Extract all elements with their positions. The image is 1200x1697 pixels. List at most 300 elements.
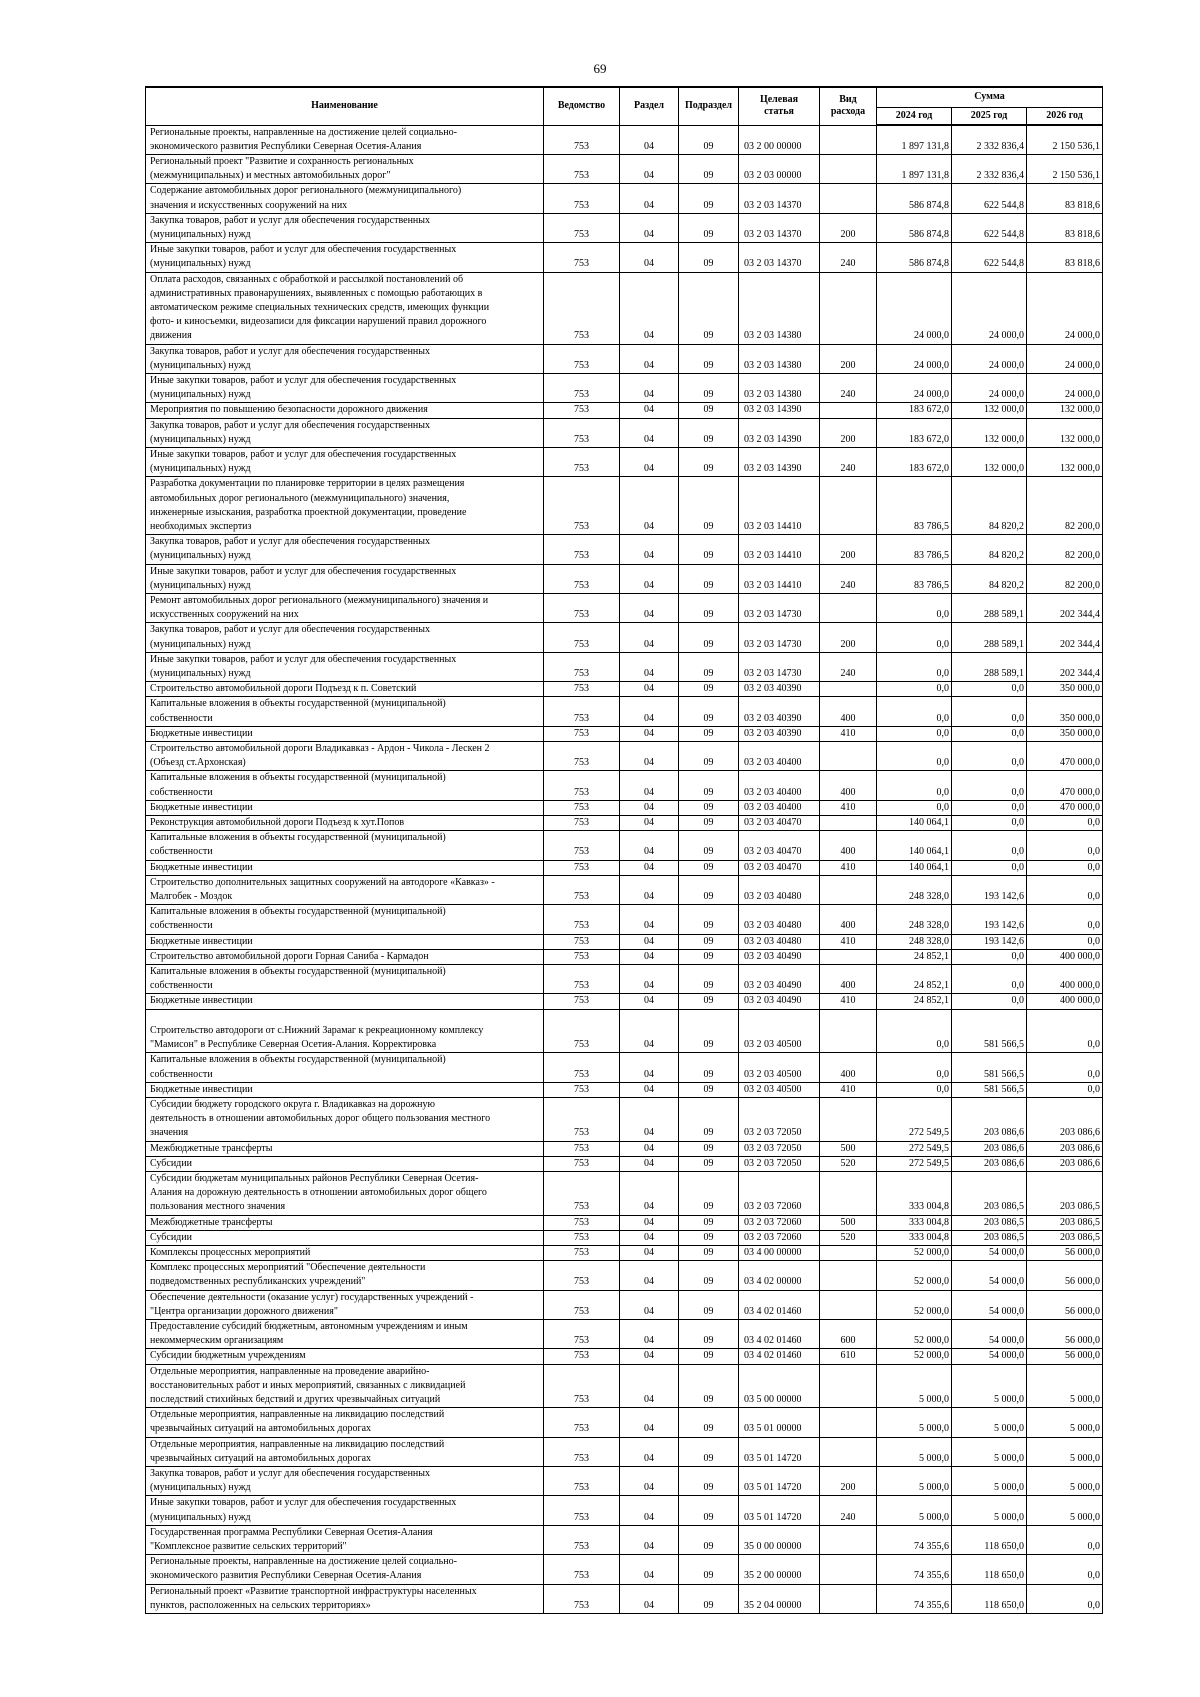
row-name-line: (муниципальных) нужд [150, 258, 251, 270]
row-name [146, 1555, 544, 1584]
row-expense-type: 400 [820, 697, 877, 726]
row-sum-2026: 400 000,0 [1027, 965, 1103, 994]
row-dept: 753 [544, 125, 620, 154]
row-sum-2025: 288 589,1 [952, 652, 1027, 681]
row-sum-2026: 470 000,0 [1027, 800, 1103, 815]
row-section: 04 [620, 1408, 679, 1437]
row-subsection: 09 [679, 1215, 739, 1230]
row-subsection: 09 [679, 1496, 739, 1525]
row-name-line: Региональные проекты, направленные на достижение целей социально- [150, 126, 457, 138]
row-expense-type: 500 [820, 1215, 877, 1230]
row-target-code: 03 2 03 72050 [739, 1156, 820, 1171]
row-subsection: 09 [679, 726, 739, 741]
row-sum-2026: 0,0 [1027, 1082, 1103, 1097]
row-name [146, 1053, 544, 1082]
row-name [146, 1215, 544, 1230]
row-section: 04 [620, 1525, 679, 1554]
row-dept: 753 [544, 447, 620, 476]
table-row [146, 1009, 1103, 1053]
header-dept: Ведомство [544, 87, 620, 125]
row-name-line: Содержание автомобильных дорог регионального (межмуниципального) [150, 185, 462, 197]
row-subsection: 09 [679, 1245, 739, 1260]
row-dept: 753 [544, 1290, 620, 1319]
table-row [146, 697, 1103, 726]
row-sum-2024: 0,0 [877, 1009, 952, 1053]
row-expense-type [820, 682, 877, 697]
row-name-line: Субсидии [150, 1157, 192, 1169]
row-dept: 753 [544, 373, 620, 402]
row-target-code: 03 2 03 14730 [739, 652, 820, 681]
row-name-line: Иные закупки товаров, работ и услуг для обеспечения государственных [150, 448, 457, 460]
row-expense-type: 240 [820, 447, 877, 476]
row-section: 04 [620, 184, 679, 213]
row-name-line: экономического развития Республики Северная Осетия-Алания [150, 1570, 422, 1582]
row-target-code: 03 2 03 40490 [739, 949, 820, 964]
row-name [146, 418, 544, 447]
page-number: 69 [593, 61, 607, 76]
row-name [146, 1261, 544, 1290]
row-subsection: 09 [679, 1555, 739, 1584]
table-row [146, 860, 1103, 875]
row-target-code: 03 2 03 14730 [739, 594, 820, 623]
row-dept: 753 [544, 1466, 620, 1495]
row-subsection: 09 [679, 243, 739, 272]
row-dept: 753 [544, 184, 620, 213]
row-section: 04 [620, 243, 679, 272]
row-dept: 753 [544, 905, 620, 934]
row-name-line: Капитальные вложения в объекты государственной (муниципальной) [150, 966, 446, 978]
row-sum-2025: 132 000,0 [952, 403, 1027, 418]
row-subsection: 09 [679, 905, 739, 934]
row-name [146, 403, 544, 418]
row-section: 04 [620, 1053, 679, 1082]
row-subsection: 09 [679, 816, 739, 831]
row-sum-2024: 52 000,0 [877, 1245, 952, 1260]
row-sum-2025: 24 000,0 [952, 373, 1027, 402]
row-sum-2025: 5 000,0 [952, 1466, 1027, 1495]
row-name [146, 125, 544, 154]
row-sum-2025: 288 589,1 [952, 594, 1027, 623]
row-name [146, 447, 544, 476]
row-name [146, 652, 544, 681]
row-dept: 753 [544, 564, 620, 593]
row-name [146, 477, 544, 535]
table-row [146, 403, 1103, 418]
row-section: 04 [620, 875, 679, 904]
row-dept: 753 [544, 1261, 620, 1290]
table-row [146, 1097, 1103, 1141]
row-sum-2025: 203 086,5 [952, 1171, 1027, 1215]
row-name [146, 682, 544, 697]
row-section: 04 [620, 1261, 679, 1290]
row-expense-type: 410 [820, 994, 877, 1009]
row-sum-2026: 203 086,5 [1027, 1215, 1103, 1230]
header-type-line1: Вид [839, 94, 857, 106]
row-dept: 753 [544, 831, 620, 860]
row-name [146, 184, 544, 213]
row-sum-2024: 333 004,8 [877, 1171, 952, 1215]
row-sum-2024: 24 000,0 [877, 373, 952, 402]
row-name-line: инженерные изыскания, разработка проектной документации, проведение [150, 506, 467, 518]
row-sum-2026: 0,0 [1027, 816, 1103, 831]
row-subsection: 09 [679, 875, 739, 904]
row-name-line: Оплата расходов, связанных с обработкой и рассылкой постановлений об [150, 273, 464, 285]
header-sum: Сумма [877, 87, 1103, 107]
table-row [146, 831, 1103, 860]
row-target-code: 03 2 03 72060 [739, 1171, 820, 1215]
row-expense-type [820, 477, 877, 535]
row-sum-2024: 1 897 131,8 [877, 125, 952, 154]
row-subsection: 09 [679, 1171, 739, 1215]
row-name-line: Региональный проект "Развитие и сохранность региональных [150, 155, 414, 167]
row-name-line: Иные закупки товаров, работ и услуг для обеспечения государственных [150, 565, 457, 577]
row-sum-2026: 56 000,0 [1027, 1261, 1103, 1290]
row-dept: 753 [544, 1156, 620, 1171]
row-name-line: необходимых экспертиз [150, 520, 252, 532]
row-name-line [150, 1010, 541, 1024]
row-expense-type [820, 184, 877, 213]
table-row [146, 816, 1103, 831]
row-subsection: 09 [679, 742, 739, 771]
row-sum-2026: 2 150 536,1 [1027, 125, 1103, 154]
row-sum-2024: 74 355,6 [877, 1584, 952, 1613]
row-subsection: 09 [679, 1525, 739, 1554]
row-section: 04 [620, 594, 679, 623]
row-target-code: 03 5 01 14720 [739, 1496, 820, 1525]
row-section: 04 [620, 682, 679, 697]
row-sum-2026: 56 000,0 [1027, 1319, 1103, 1348]
row-subsection: 09 [679, 994, 739, 1009]
row-sum-2025: 203 086,6 [952, 1156, 1027, 1171]
header-year-2025: 2025 год [952, 107, 1027, 125]
table-row [146, 184, 1103, 213]
row-name-line: подведомственных республиканских учреждений" [150, 1276, 366, 1288]
table-row [146, 905, 1103, 934]
table-row [146, 243, 1103, 272]
row-sum-2025: 5 000,0 [952, 1437, 1027, 1466]
row-dept: 753 [544, 652, 620, 681]
table-row [146, 682, 1103, 697]
row-target-code: 03 2 03 40480 [739, 934, 820, 949]
row-name-line: Субсидии бюджетам муниципальных районов Республики Северная Осетия- [150, 1172, 479, 1184]
row-name-line: Предоставление субсидий бюджетным, автономным учреждениям и иным [150, 1320, 468, 1332]
row-sum-2024: 272 549,5 [877, 1156, 952, 1171]
table-row [146, 994, 1103, 1009]
row-sum-2025: 24 000,0 [952, 272, 1027, 344]
row-dept: 753 [544, 213, 620, 242]
row-name-line: собственности [150, 712, 213, 724]
row-sum-2026: 0,0 [1027, 1584, 1103, 1613]
table-row [146, 934, 1103, 949]
row-target-code: 03 2 03 14370 [739, 213, 820, 242]
row-section: 04 [620, 771, 679, 800]
row-section: 04 [620, 816, 679, 831]
row-section: 04 [620, 535, 679, 564]
row-name [146, 965, 544, 994]
table-row [146, 213, 1103, 242]
row-dept: 753 [544, 623, 620, 652]
row-dept: 753 [544, 860, 620, 875]
row-target-code: 03 2 03 14730 [739, 623, 820, 652]
row-sum-2024: 24 852,1 [877, 949, 952, 964]
row-dept: 753 [544, 1230, 620, 1245]
row-sum-2026: 400 000,0 [1027, 949, 1103, 964]
row-subsection: 09 [679, 934, 739, 949]
row-sum-2025: 0,0 [952, 697, 1027, 726]
row-section: 04 [620, 860, 679, 875]
row-name [146, 1156, 544, 1171]
row-sum-2025: 622 544,8 [952, 184, 1027, 213]
row-dept: 753 [544, 1319, 620, 1348]
row-expense-type [820, 742, 877, 771]
row-name-line: Отдельные мероприятия, направленные на ликвидацию последствий [150, 1438, 445, 1450]
row-sum-2025: 84 820,2 [952, 535, 1027, 564]
row-subsection: 09 [679, 1261, 739, 1290]
row-sum-2024: 74 355,6 [877, 1555, 952, 1584]
table-body [146, 125, 1103, 1614]
row-target-code: 03 2 03 14390 [739, 403, 820, 418]
row-dept: 753 [544, 243, 620, 272]
row-section: 04 [620, 125, 679, 154]
row-sum-2024: 83 786,5 [877, 477, 952, 535]
row-target-code: 03 2 03 14410 [739, 535, 820, 564]
row-name-line: собственности [150, 1068, 213, 1080]
row-expense-type: 400 [820, 965, 877, 994]
row-dept: 753 [544, 949, 620, 964]
row-sum-2024: 0,0 [877, 726, 952, 741]
table-row [146, 1525, 1103, 1554]
row-name-line: (муниципальных) нужд [150, 579, 251, 591]
row-sum-2024: 24 000,0 [877, 272, 952, 344]
row-subsection: 09 [679, 860, 739, 875]
row-subsection: 09 [679, 184, 739, 213]
row-section: 04 [620, 1009, 679, 1053]
row-sum-2025: 84 820,2 [952, 564, 1027, 593]
row-name-line: значения [150, 1127, 189, 1139]
row-expense-type: 410 [820, 726, 877, 741]
table-row [146, 418, 1103, 447]
row-name-line: Строительство дополнительных защитных сооружений на автодороге «Кавказ» - [150, 876, 495, 888]
row-sum-2026: 202 344,4 [1027, 652, 1103, 681]
row-dept: 753 [544, 403, 620, 418]
row-name-line: (муниципальных) нужд [150, 433, 251, 445]
row-expense-type [820, 1408, 877, 1437]
header-subsection: Подраздел [679, 87, 739, 125]
row-name [146, 1230, 544, 1245]
row-target-code: 03 2 03 40400 [739, 800, 820, 815]
row-sum-2025: 288 589,1 [952, 623, 1027, 652]
table-row [146, 373, 1103, 402]
row-sum-2026: 83 818,6 [1027, 213, 1103, 242]
row-sum-2025: 84 820,2 [952, 477, 1027, 535]
row-expense-type [820, 1437, 877, 1466]
row-section: 04 [620, 1496, 679, 1525]
row-sum-2025: 132 000,0 [952, 418, 1027, 447]
row-dept: 753 [544, 477, 620, 535]
row-expense-type: 610 [820, 1349, 877, 1364]
row-dept: 753 [544, 994, 620, 1009]
row-sum-2024: 0,0 [877, 682, 952, 697]
row-name [146, 1245, 544, 1260]
row-name [146, 272, 544, 344]
row-name-line: (муниципальных) нужд [150, 389, 251, 401]
table-row [146, 1215, 1103, 1230]
table-row [146, 726, 1103, 741]
row-expense-type: 400 [820, 1053, 877, 1082]
row-name-line: Региональный проект «Развитие транспортной инфраструктуры населенных [150, 1585, 477, 1597]
row-sum-2026: 56 000,0 [1027, 1349, 1103, 1364]
row-name-line: собственности [150, 786, 213, 798]
row-target-code: 03 2 03 72060 [739, 1215, 820, 1230]
row-sum-2024: 248 328,0 [877, 875, 952, 904]
row-section: 04 [620, 1290, 679, 1319]
row-sum-2026: 0,0 [1027, 1053, 1103, 1082]
row-expense-type: 200 [820, 344, 877, 373]
row-expense-type: 500 [820, 1141, 877, 1156]
row-target-code: 03 2 03 40490 [739, 965, 820, 994]
row-sum-2026: 5 000,0 [1027, 1466, 1103, 1495]
row-name-line: Бюджетные инвестиции [150, 727, 253, 739]
row-subsection: 09 [679, 125, 739, 154]
row-name [146, 1525, 544, 1554]
table-row [146, 652, 1103, 681]
table-row [146, 1496, 1103, 1525]
row-name-line: Государственная программа Республики Северная Осетия-Алания [150, 1526, 433, 1538]
row-sum-2026: 82 200,0 [1027, 564, 1103, 593]
row-sum-2024: 24 000,0 [877, 344, 952, 373]
row-subsection: 09 [679, 272, 739, 344]
row-subsection: 09 [679, 697, 739, 726]
row-dept: 753 [544, 154, 620, 183]
row-name [146, 860, 544, 875]
row-target-code: 35 2 04 00000 [739, 1584, 820, 1613]
row-sum-2026: 5 000,0 [1027, 1437, 1103, 1466]
row-dept: 753 [544, 1555, 620, 1584]
row-expense-type: 240 [820, 564, 877, 593]
row-name [146, 697, 544, 726]
row-expense-type: 200 [820, 623, 877, 652]
row-name-line: Закупка товаров, работ и услуг для обеспечения государственных [150, 419, 431, 431]
row-sum-2026: 24 000,0 [1027, 344, 1103, 373]
row-sum-2026: 0,0 [1027, 1555, 1103, 1584]
row-name-line: Иные закупки товаров, работ и услуг для обеспечения государственных [150, 653, 457, 665]
row-name-line: Иные закупки товаров, работ и услуг для обеспечения государственных [150, 374, 457, 386]
row-subsection: 09 [679, 1082, 739, 1097]
row-section: 04 [620, 447, 679, 476]
row-sum-2025: 0,0 [952, 965, 1027, 994]
row-dept: 753 [544, 934, 620, 949]
row-expense-type [820, 816, 877, 831]
table-row [146, 1156, 1103, 1171]
row-name-line: Бюджетные инвестиции [150, 861, 253, 873]
row-name-line: Капитальные вложения в объекты государственной (муниципальной) [150, 772, 446, 784]
row-sum-2026: 83 818,6 [1027, 184, 1103, 213]
row-sum-2024: 24 852,1 [877, 965, 952, 994]
row-name [146, 1171, 544, 1215]
row-target-code: 03 2 00 00000 [739, 125, 820, 154]
row-name [146, 623, 544, 652]
row-name-line: Мероприятия по повышению безопасности дорожного движения [150, 404, 428, 416]
table-row [146, 1053, 1103, 1082]
row-section: 04 [620, 1466, 679, 1495]
row-sum-2024: 1 897 131,8 [877, 154, 952, 183]
row-subsection: 09 [679, 1408, 739, 1437]
row-sum-2026: 0,0 [1027, 860, 1103, 875]
row-sum-2024: 272 549,5 [877, 1097, 952, 1141]
row-name-line: восстановительных работ и иных мероприятий, связанных с ликвидацией [150, 1379, 466, 1391]
row-sum-2025: 5 000,0 [952, 1496, 1027, 1525]
row-name-line: Закупка товаров, работ и услуг для обеспечения государственных [150, 214, 431, 226]
header-type-line2: расхода [830, 106, 866, 118]
row-name-line: деятельность в отношении автомобильных дорог общего пользования местного [150, 1113, 491, 1125]
row-sum-2026: 56 000,0 [1027, 1245, 1103, 1260]
row-expense-type [820, 272, 877, 344]
row-name-line: последствий стихийных бедствий и других чрезвычайных ситуаций [150, 1393, 441, 1405]
row-expense-type: 240 [820, 1496, 877, 1525]
row-section: 04 [620, 213, 679, 242]
row-section: 04 [620, 1156, 679, 1171]
row-target-code: 03 4 00 00000 [739, 1245, 820, 1260]
row-expense-type: 400 [820, 905, 877, 934]
row-sum-2026: 132 000,0 [1027, 447, 1103, 476]
table-row [146, 1141, 1103, 1156]
row-expense-type [820, 1555, 877, 1584]
row-section: 04 [620, 1215, 679, 1230]
row-dept: 753 [544, 742, 620, 771]
row-sum-2026: 0,0 [1027, 1009, 1103, 1053]
row-target-code: 03 2 03 40500 [739, 1082, 820, 1097]
row-dept: 753 [544, 1364, 620, 1408]
row-sum-2025: 581 566,5 [952, 1082, 1027, 1097]
row-dept: 753 [544, 1082, 620, 1097]
row-section: 04 [620, 477, 679, 535]
row-sum-2025: 0,0 [952, 860, 1027, 875]
row-dept: 753 [544, 1496, 620, 1525]
row-name-line: чрезвычайных ситуаций на автомобильных дорогах [150, 1452, 372, 1464]
header-target-article [739, 87, 820, 125]
row-sum-2026: 83 818,6 [1027, 243, 1103, 272]
row-target-code: 03 2 03 14410 [739, 477, 820, 535]
row-sum-2026: 5 000,0 [1027, 1408, 1103, 1437]
row-name-line: (муниципальных) нужд [150, 463, 251, 475]
row-target-code: 03 2 03 40500 [739, 1053, 820, 1082]
row-target-code: 35 0 00 00000 [739, 1525, 820, 1554]
row-expense-type: 600 [820, 1319, 877, 1348]
row-expense-type [820, 1525, 877, 1554]
row-sum-2025: 581 566,5 [952, 1053, 1027, 1082]
row-expense-type: 410 [820, 1082, 877, 1097]
row-dept: 753 [544, 1215, 620, 1230]
row-sum-2025: 54 000,0 [952, 1245, 1027, 1260]
row-name-line: административных правонарушениях, выявленных с помощью работающих в [150, 287, 483, 299]
row-subsection: 09 [679, 344, 739, 373]
row-subsection: 09 [679, 1009, 739, 1053]
row-sum-2025: 0,0 [952, 994, 1027, 1009]
row-expense-type: 200 [820, 213, 877, 242]
row-sum-2025: 0,0 [952, 726, 1027, 741]
row-name-line: Строительство автодороги от с.Нижний Зарамаг к рекреационному комплексу [150, 1024, 484, 1036]
row-name-line: "Центра организации дорожного движения" [150, 1305, 338, 1317]
row-sum-2025: 0,0 [952, 949, 1027, 964]
row-expense-type: 240 [820, 243, 877, 272]
table-row [146, 1364, 1103, 1408]
row-sum-2026: 400 000,0 [1027, 994, 1103, 1009]
row-expense-type [820, 1009, 877, 1053]
row-sum-2026: 56 000,0 [1027, 1290, 1103, 1319]
row-expense-type: 200 [820, 535, 877, 564]
row-name [146, 1009, 544, 1053]
table-row [146, 272, 1103, 344]
